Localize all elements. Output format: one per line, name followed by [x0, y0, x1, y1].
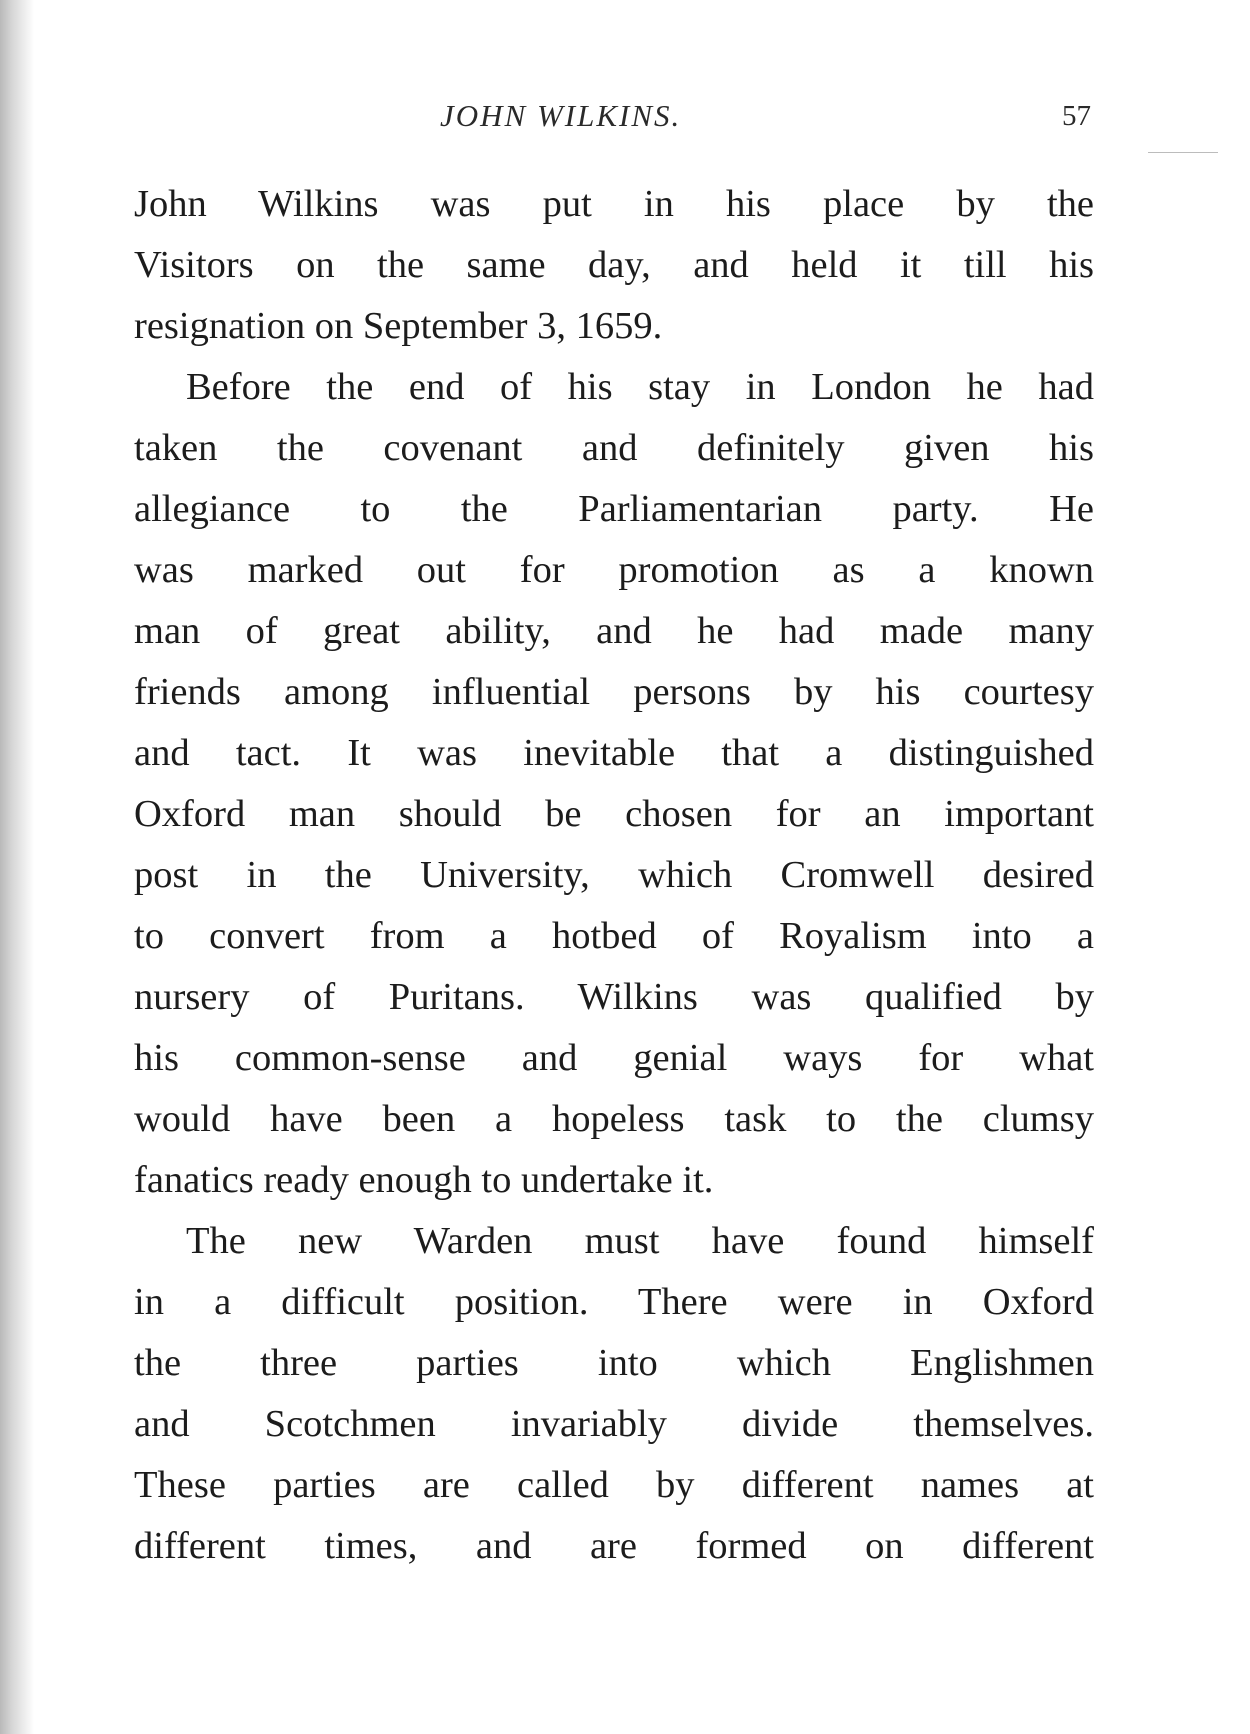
text-line: nursery of Puritans. Wilkins was qualified by — [134, 976, 1094, 1018]
text-line: the three parties into which Englishmen — [134, 1342, 1094, 1384]
paragraph — [134, 174, 1094, 357]
page-gutter-shadow — [0, 0, 34, 1734]
text-line: his common-sense and genial ways for what — [134, 1037, 1094, 1079]
text-line: taken the covenant and definitely given his — [134, 427, 1094, 469]
text-line: resignation on September 3, 1659. — [134, 305, 663, 347]
scan-mark — [1148, 152, 1218, 153]
paragraph — [134, 1211, 1094, 1577]
text-line: allegiance to the Parliamentarian party. He — [134, 488, 1094, 530]
page-number: 57 — [1062, 100, 1091, 132]
text-line: fanatics ready enough to undertake it. — [134, 1159, 714, 1201]
running-head — [0, 98, 1250, 148]
text-line: was marked out for promotion as a known — [134, 549, 1094, 591]
text-line: The new Warden must have found himself — [186, 1220, 1094, 1262]
text-line: Oxford man should be chosen for an important — [134, 793, 1094, 835]
text-line: Visitors on the same day, and held it till his — [134, 244, 1094, 286]
text-line: would have been a hopeless task to the clumsy — [134, 1098, 1094, 1140]
text-line: These parties are called by different names at — [134, 1464, 1094, 1506]
text-line: to convert from a hotbed of Royalism into a — [134, 915, 1094, 957]
text-line: friends among influential persons by his courtesy — [134, 671, 1094, 713]
text-line: John Wilkins was put in his place by the — [134, 183, 1094, 225]
text-line: post in the University, which Cromwell desired — [134, 854, 1094, 896]
text-line: and Scotchmen invariably divide themselves. — [134, 1403, 1094, 1445]
text-line: man of great ability, and he had made many — [134, 610, 1094, 652]
paragraph — [134, 357, 1094, 1211]
running-title: JOHN WILKINS. — [440, 98, 682, 133]
text-line: different times, and are formed on different — [134, 1525, 1094, 1567]
text-line: Before the end of his stay in London he had — [186, 366, 1094, 408]
body-text — [134, 174, 1094, 1577]
text-line: in a difficult position. There were in Oxford — [134, 1281, 1094, 1323]
text-line: and tact. It was inevitable that a distinguished — [134, 732, 1094, 774]
